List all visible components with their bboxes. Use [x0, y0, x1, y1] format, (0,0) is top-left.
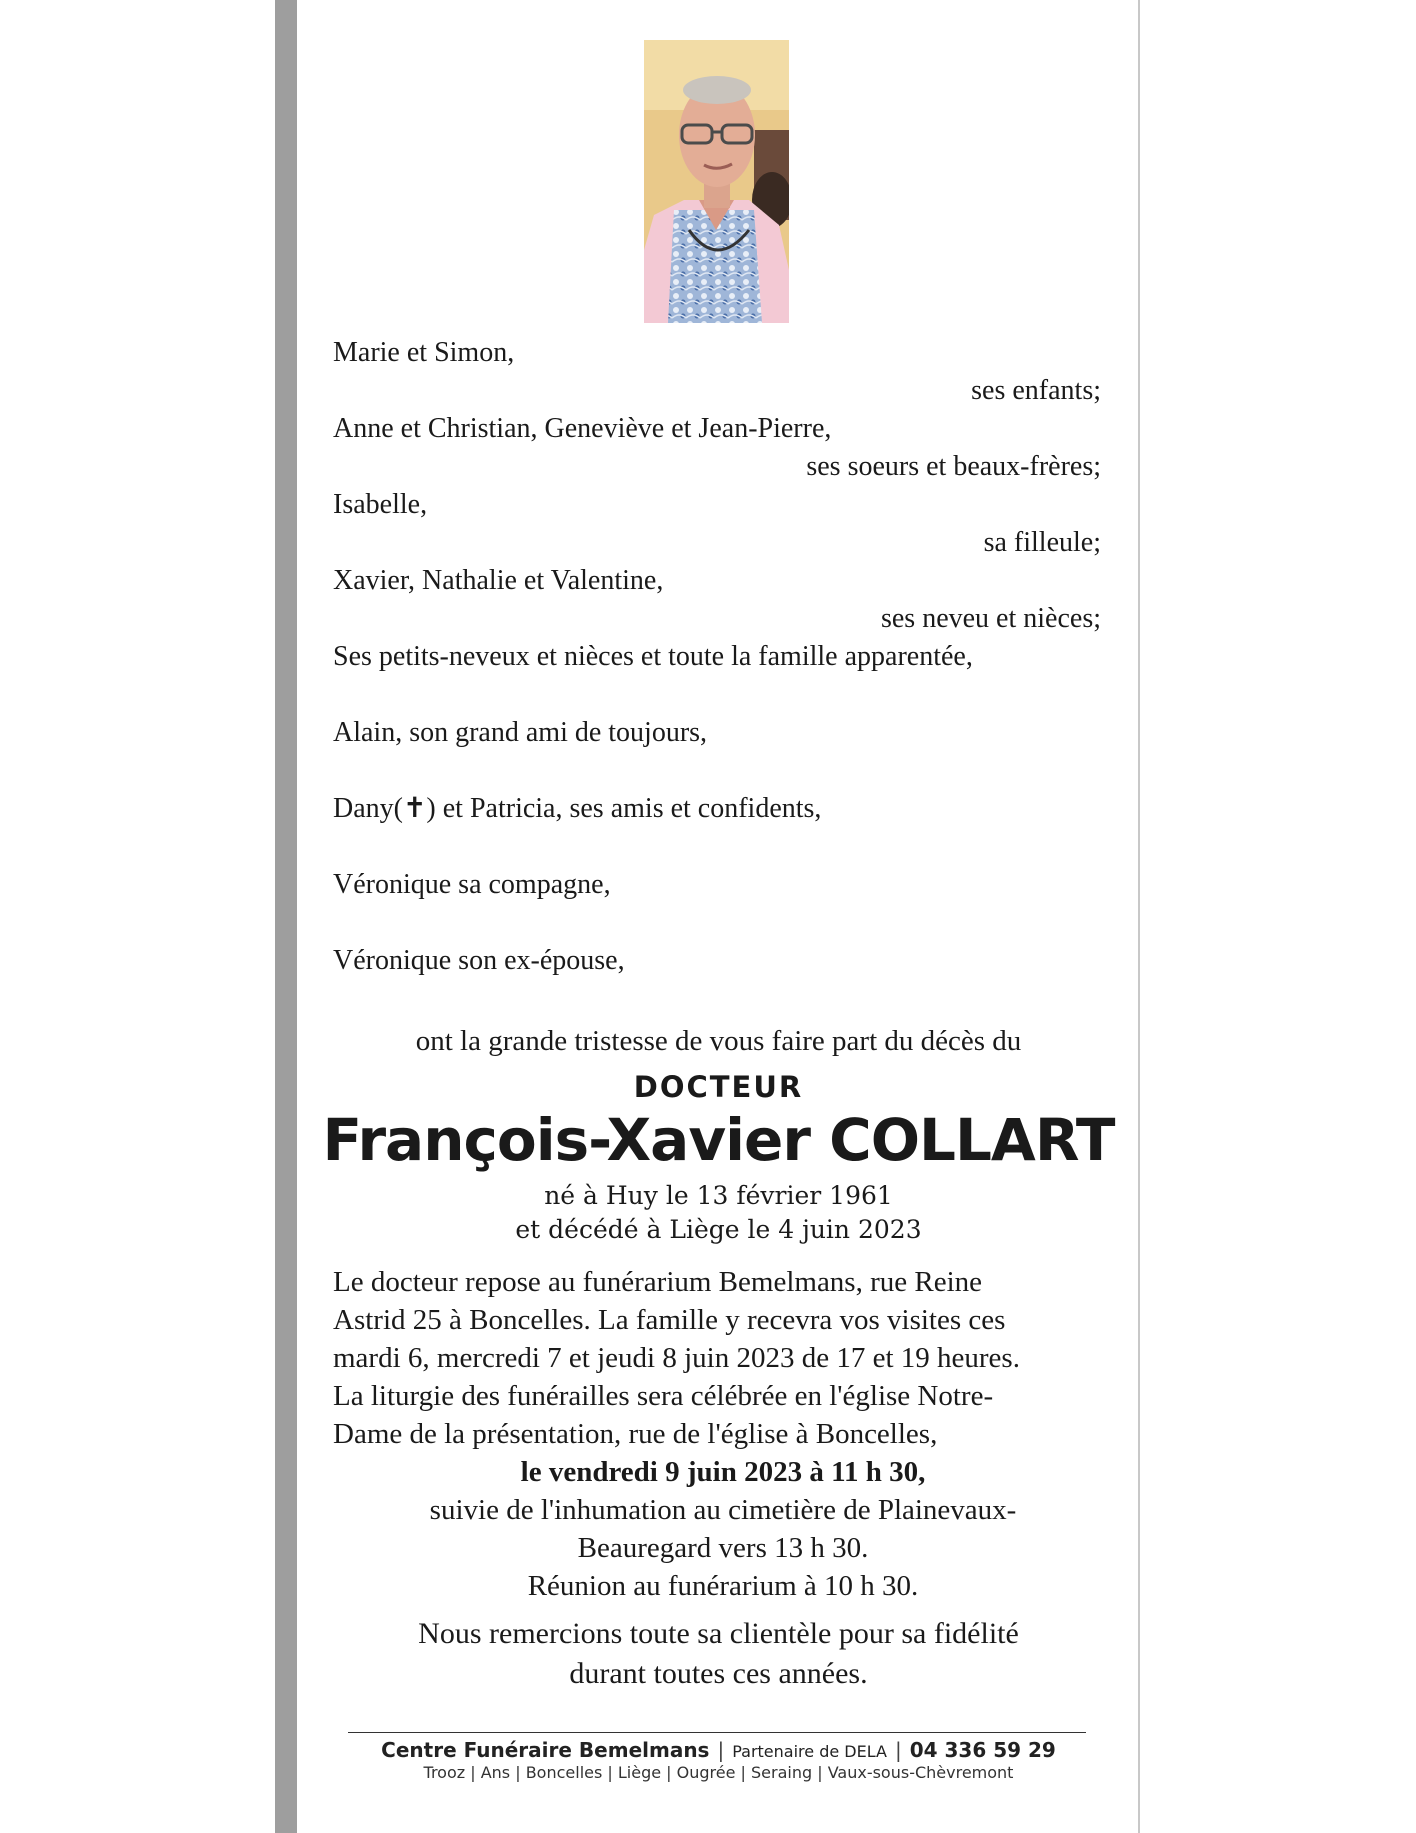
family-names: Anne et Christian, Geneviève et Jean-Pierre, [333, 413, 832, 444]
family-spacer [333, 676, 1101, 714]
details-line: Le docteur repose au funérarium Bemelmans, rue Reine [333, 1266, 983, 1298]
family-names: Véronique son ex-épouse, [333, 945, 625, 976]
family-names: Ses petits-neveux et nièces et toute la famille apparentée, [333, 641, 973, 672]
details-line: mardi 6, mercredi 7 et jeudi 8 juin 2023 de 17 et 19 heures. [333, 1342, 1020, 1374]
birth-line: né à Huy le 13 février 1961 [544, 1181, 893, 1210]
family-spacer [333, 828, 1101, 866]
family-names: Marie et Simon, [333, 337, 515, 368]
left-gray-bar [275, 0, 297, 1833]
family-spacer [333, 904, 1101, 942]
details-line: Réunion au funérarium à 10 h 30. [527, 1570, 919, 1602]
family-names: Dany(✝) et Patricia, ses amis et confidents, [333, 793, 822, 824]
family-names: Xavier, Nathalie et Valentine, [333, 565, 664, 596]
details-line: Astrid 25 à Boncelles. La famille y recevra vos visites ces [333, 1304, 1006, 1336]
details-line: suivie de l'inhumation au cimetière de Plainevaux- [429, 1494, 1017, 1526]
family-names: Véronique sa compagne, [333, 869, 611, 900]
family-list [333, 334, 1101, 980]
announcement: ont la grande tristesse de vous faire part du décès du [415, 1025, 1022, 1057]
deceased-name: François-Xavier COLLART [322, 1106, 1115, 1174]
footer-contact: Centre Funéraire Bemelmans | Partenaire de DELA | 04 336 59 29 [381, 1738, 1056, 1762]
ceremony-date: le vendredi 9 juin 2023 à 11 h 30, [520, 1456, 926, 1488]
family-relation: ses soeurs et beaux-frères; [806, 451, 1101, 482]
partner-text: Partenaire de DELA [732, 1742, 887, 1761]
deceased-title: DOCTEUR [633, 1070, 804, 1104]
death-line: et décédé à Liège le 4 juin 2023 [515, 1215, 922, 1244]
family-relation: ses enfants; [971, 375, 1101, 406]
funeral-home-name: Centre Funéraire Bemelmans [381, 1738, 710, 1762]
footer-towns: Trooz | Ans | Boncelles | Liège | Ougrée | Seraing | Vaux-sous-Chèvremont [423, 1763, 1014, 1782]
thanks-line-2: durant toutes ces années. [569, 1657, 868, 1690]
obituary-card [275, 0, 1140, 1833]
phone-number: 04 336 59 29 [909, 1738, 1056, 1762]
family-relation: sa filleule; [983, 527, 1101, 558]
life-dates [297, 1179, 1140, 1247]
portrait-photo [644, 40, 789, 323]
funeral-details [333, 1263, 1113, 1605]
details-line: Beauregard vers 13 h 30. [577, 1532, 869, 1564]
thanks-line-1: Nous remercions toute sa clientèle pour sa fidélité [418, 1617, 1019, 1650]
footer-divider [348, 1732, 1086, 1733]
family-names: Isabelle, [333, 489, 428, 520]
family-names: Alain, son grand ami de toujours, [333, 717, 708, 748]
thanks-message [297, 1614, 1140, 1694]
details-line: La liturgie des funérailles sera célébrée en l'église Notre- [333, 1380, 994, 1412]
details-line: Dame de la présentation, rue de l'église à Boncelles, [333, 1418, 938, 1450]
family-relation: ses neveu et nièces; [880, 603, 1101, 634]
family-spacer [333, 752, 1101, 790]
